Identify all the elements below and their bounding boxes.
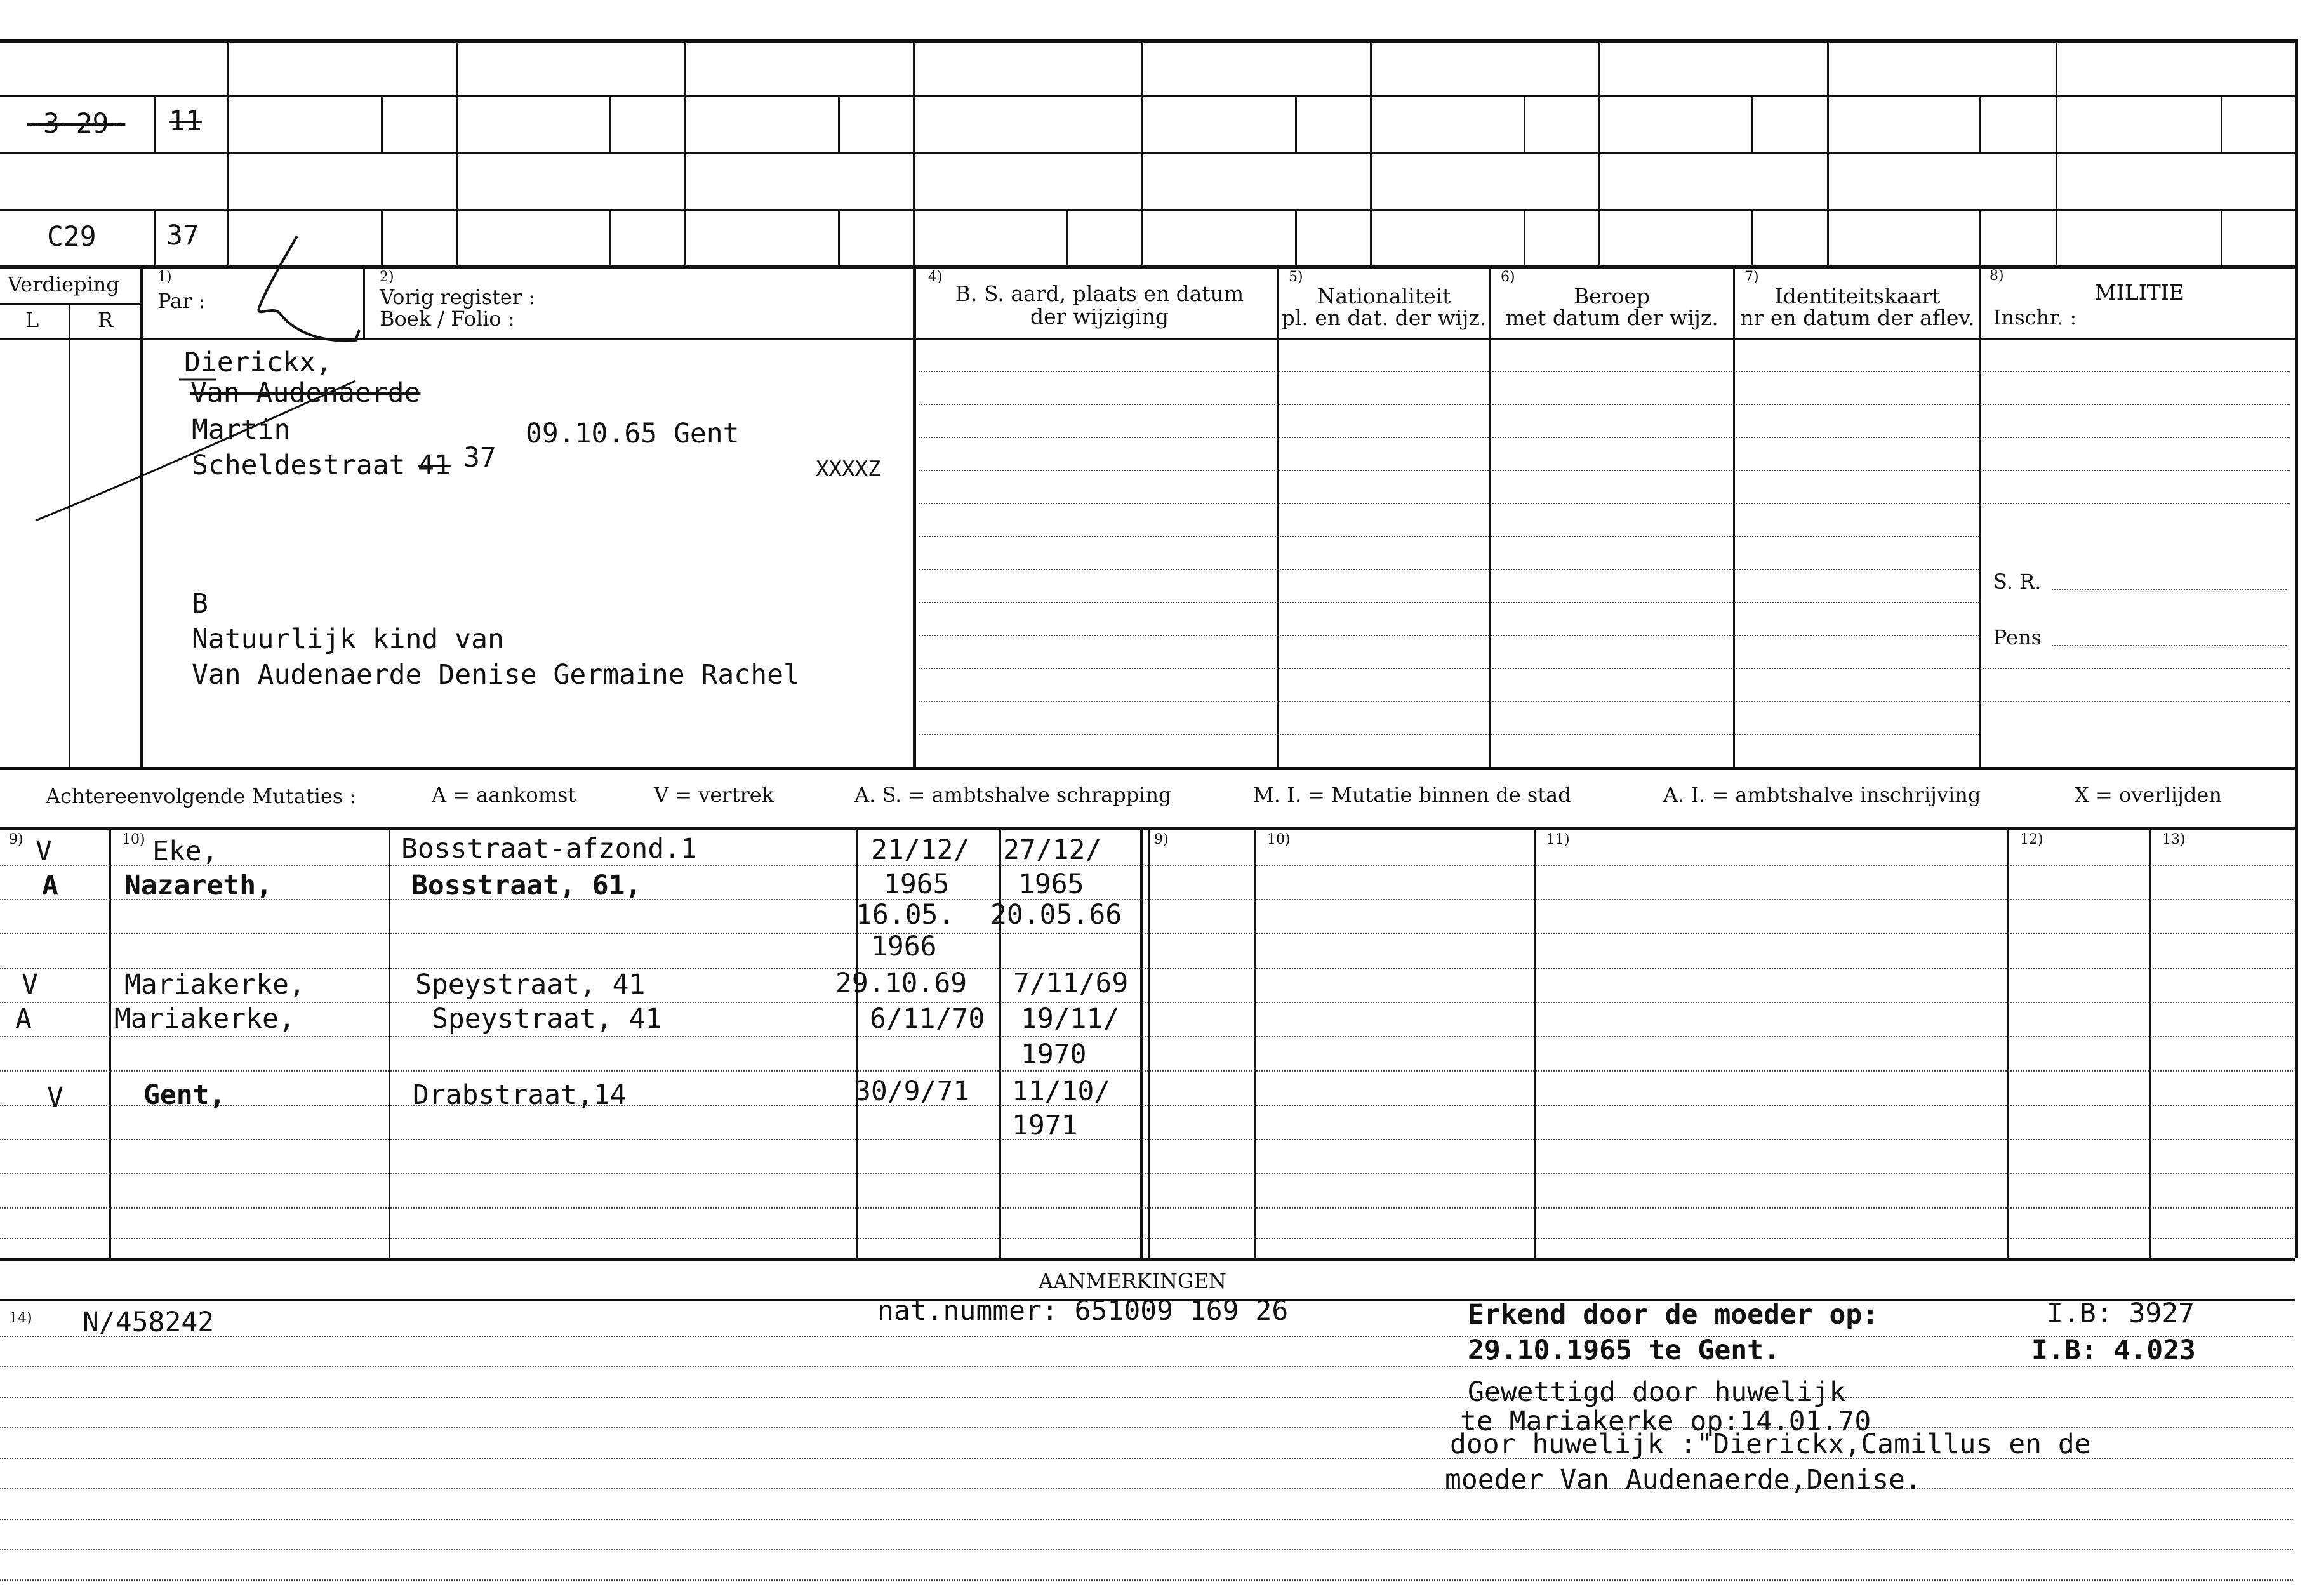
street-code: C29 — [47, 221, 96, 253]
address-street: Scheldestraat — [192, 449, 406, 481]
mutation-date-1: 1966 — [871, 931, 937, 962]
old-house-number: 11 — [169, 105, 202, 137]
mutation-date-1: 21/12/ — [871, 834, 970, 866]
identiteitskaart-header: Identiteitskaart — [1774, 284, 1941, 309]
recognition-date: 29.10.1965 te Gent. — [1468, 1334, 1780, 1366]
mutation-date-1: 16.05. — [856, 899, 955, 931]
mutation-date-2: 1971 — [1012, 1110, 1078, 1141]
legend-mi: M. I. = Mutatie binnen de stad — [1253, 783, 1571, 807]
mutation-place: Mariakerke, — [114, 1003, 295, 1035]
field-number: 8) — [1990, 268, 2004, 284]
mutation-code: A — [15, 1003, 32, 1035]
mutation-date-2: 19/11/ — [1021, 1003, 1120, 1035]
sr-label: S. R. — [1993, 569, 2042, 594]
address-new-number: 37 — [463, 442, 496, 474]
mutation-street: Drabstraat,14 — [413, 1079, 627, 1111]
beroep-header: Beroep — [1573, 284, 1651, 309]
birth-date-place: 09.10.65 Gent — [526, 418, 740, 449]
mother-name: Van Audenaerde Denise Germaine Rachel — [192, 659, 800, 691]
col-number: 12) — [2020, 832, 2043, 848]
mutation-date-2: 27/12/ — [1003, 834, 1102, 866]
marriage-note-mother: moeder Van Audenaerde,Denise. — [1445, 1464, 1922, 1496]
mutation-street: Bosstraat, 61, — [411, 870, 642, 901]
col-number: 9) — [1154, 832, 1169, 848]
nationaliteit-header: Nationaliteit — [1317, 284, 1451, 309]
r-label: R — [98, 308, 114, 332]
struck-marker: XXXXZ — [816, 456, 881, 482]
house-number: 37 — [166, 220, 199, 251]
col-number: 13) — [2162, 832, 2186, 848]
mutation-place: Eke, — [152, 835, 218, 867]
mutation-place: Gent, — [143, 1079, 226, 1111]
ib-number-1: I.B: 3927 — [2047, 1298, 2195, 1329]
legend-ai: A. I. = ambtshalve inschrijving — [1663, 783, 1981, 807]
vorig-register-label: Vorig register : — [380, 285, 536, 309]
surname: Dierickx, — [184, 347, 332, 378]
remarks-title: AANMERKINGEN — [1039, 1269, 1226, 1293]
col-number: 10) — [1267, 832, 1291, 848]
bs-header-sub: der wijziging — [1030, 304, 1169, 329]
mutation-street: Speystraat, 41 — [432, 1003, 662, 1035]
field-number: 4) — [928, 269, 943, 285]
mutation-date-2: 1965 — [1018, 868, 1084, 900]
legitimation-note: Gewettigd door huwelijk — [1468, 1376, 1846, 1408]
mutation-place: Nazareth, — [124, 870, 272, 901]
field-number: 2) — [380, 269, 394, 285]
legend-as: A. S. = ambtshalve schrapping — [854, 783, 1172, 807]
mutation-code: V — [47, 1082, 63, 1114]
bs-header: B. S. aard, plaats en datum — [955, 281, 1244, 306]
verdieping-label: Verdieping — [8, 272, 119, 296]
marriage-note: door huwelijk :"Dierickx,Camillus en de — [1450, 1428, 2091, 1460]
diagonal-strike-stroke — [36, 381, 355, 521]
inschr-label: Inschr. : — [1993, 305, 2077, 329]
field-number: 7) — [1744, 269, 1759, 285]
col-number: 10) — [122, 832, 145, 848]
mutation-date-2: 7/11/69 — [1013, 968, 1129, 999]
natural-child-note: Natuurlijk kind van — [192, 623, 504, 655]
n-number: N/458242 — [83, 1307, 215, 1338]
par-label: Par : — [157, 289, 206, 313]
mutation-date-1: 6/11/70 — [870, 1003, 985, 1035]
militie-header: MILITIE — [2095, 280, 2184, 305]
mutation-street: Speystraat, 41 — [415, 969, 646, 1001]
category-letter: B — [192, 588, 208, 620]
legend-v: V = vertrek — [654, 783, 774, 807]
mutation-date-1: 30/9/71 — [854, 1075, 970, 1107]
mutation-code: V — [36, 835, 52, 867]
mutation-date-2: 1970 — [1021, 1039, 1087, 1070]
ib-number-2: I.B: 4.023 — [2031, 1334, 2196, 1366]
mutation-street: Bosstraat-afzond.1 — [401, 833, 697, 865]
old-surname: Van Audenaerde — [190, 377, 421, 409]
firstname: Martin — [192, 414, 291, 446]
col-number: 9) — [9, 832, 23, 848]
legitimation-place-date: te Mariakerke op:14.01.70 — [1460, 1406, 1871, 1437]
pens-label: Pens — [1993, 625, 2042, 649]
l-label: L — [25, 308, 39, 332]
old-street-code: -3-29- — [27, 108, 126, 140]
col-number: 11) — [1546, 832, 1570, 848]
legend-x: X = overlijden — [2075, 783, 2222, 807]
mutation-date-2: 11/10/ — [1012, 1075, 1111, 1107]
mutation-code: A — [42, 870, 58, 901]
beroep-header-sub: met datum der wijz. — [1505, 305, 1718, 330]
par-signature-stroke — [258, 236, 359, 341]
identiteitskaart-header-sub: nr en datum der aflev. — [1740, 305, 1975, 330]
mutation-date-1: 29.10.69 — [835, 968, 967, 999]
mutation-date-2: 20.05.66 — [990, 899, 1122, 931]
boek-folio-label: Boek / Folio : — [380, 307, 515, 331]
mutation-date-1: 1965 — [884, 868, 950, 900]
mutation-place: Mariakerke, — [124, 969, 305, 1001]
field-number: 1) — [157, 269, 172, 285]
field-number: 5) — [1289, 269, 1303, 285]
legend-title: Achtereenvolgende Mutaties : — [46, 784, 357, 808]
field-number: 14) — [9, 1310, 32, 1326]
legend-a: A = aankomst — [432, 783, 576, 807]
national-number: nat.nummer: 651009 169 26 — [877, 1295, 1289, 1327]
recognition-note: Erkend door de moeder op: — [1468, 1299, 1879, 1331]
nationaliteit-header-sub: pl. en dat. der wijz. — [1281, 305, 1487, 330]
mutation-code: V — [22, 969, 38, 1001]
address-old-number: 41 — [418, 449, 451, 481]
field-number: 6) — [1501, 269, 1515, 285]
